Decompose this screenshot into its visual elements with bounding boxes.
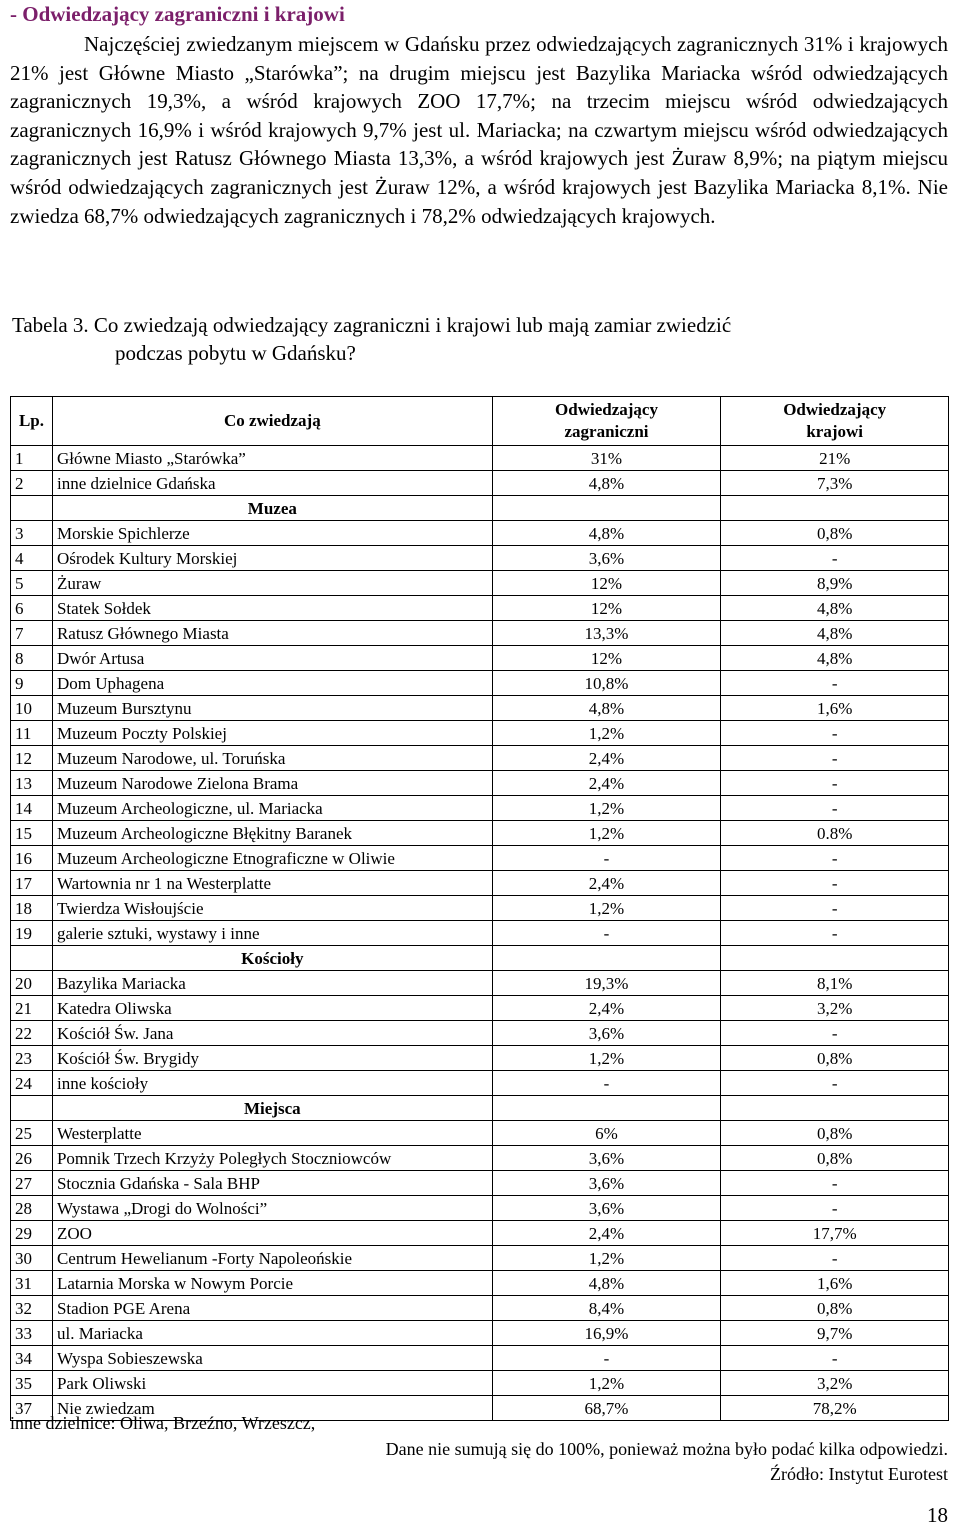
section-domestic-cell: [721, 946, 949, 971]
cell-name: Muzeum Bursztynu: [52, 696, 492, 721]
cell-foreign: 31%: [492, 446, 721, 471]
cell-name: inne kościoły: [52, 1071, 492, 1096]
cell-foreign: 19,3%: [492, 971, 721, 996]
cell-lp: 28: [11, 1196, 53, 1221]
cell-name: Latarnia Morska w Nowym Porcie: [52, 1271, 492, 1296]
cell-foreign: 1,2%: [492, 821, 721, 846]
cell-domestic: -: [721, 921, 949, 946]
cell-lp: 6: [11, 596, 53, 621]
cell-foreign: 16,9%: [492, 1321, 721, 1346]
cell-lp: 19: [11, 921, 53, 946]
table-row: [11, 971, 949, 996]
cell-domestic: 8,9%: [721, 571, 949, 596]
cell-domestic: 0,8%: [721, 1046, 949, 1071]
cell-name: Ratusz Głównego Miasta: [52, 621, 492, 646]
table-row: [11, 846, 949, 871]
cell-name: Bazylika Mariacka: [52, 971, 492, 996]
cell-domestic: -: [721, 1021, 949, 1046]
cell-name: Muzeum Poczty Polskiej: [52, 721, 492, 746]
cell-foreign: 4,8%: [492, 1271, 721, 1296]
table-row: [11, 871, 949, 896]
cell-name: Wyspa Sobieszewska: [52, 1346, 492, 1371]
cell-lp: 23: [11, 1046, 53, 1071]
cell-foreign: 1,2%: [492, 796, 721, 821]
table-row: [11, 1296, 949, 1321]
cell-domestic: 78,2%: [721, 1396, 949, 1421]
table-row: [11, 446, 949, 471]
cell-lp: 26: [11, 1146, 53, 1171]
header-lp: Lp.: [11, 397, 53, 446]
header-foreign: [492, 397, 721, 446]
cell-lp: 20: [11, 971, 53, 996]
cell-foreign: 68,7%: [492, 1396, 721, 1421]
cell-name: Kościół Św. Jana: [52, 1021, 492, 1046]
section-foreign-cell: [492, 496, 721, 521]
cell-name: Stocznia Gdańska - Sala BHP: [52, 1171, 492, 1196]
cell-lp: 27: [11, 1171, 53, 1196]
table-row: [11, 1121, 949, 1146]
table-row: [11, 1146, 949, 1171]
cell-foreign: 1,2%: [492, 1246, 721, 1271]
cell-domestic: -: [721, 721, 949, 746]
cell-name: Centrum Hewelianum -Forty Napoleońskie: [52, 1246, 492, 1271]
section-domestic-cell: [721, 1096, 949, 1121]
cell-lp: 24: [11, 1071, 53, 1096]
cell-foreign: 2,4%: [492, 746, 721, 771]
cell-name: Pomnik Trzech Krzyży Poległych Stoczniowców: [52, 1146, 492, 1171]
table-caption: [12, 311, 942, 367]
cell-name: Nie zwiedzam: [52, 1396, 492, 1421]
table-row: [11, 546, 949, 571]
table-row: [11, 821, 949, 846]
cell-name: Muzeum Archeologiczne Etnograficzne w Oliwie: [52, 846, 492, 871]
header-what: Co zwiedzają: [52, 397, 492, 446]
cell-foreign: 12%: [492, 596, 721, 621]
cell-domestic: 8,1%: [721, 971, 949, 996]
cell-lp: 7: [11, 621, 53, 646]
cell-lp: 33: [11, 1321, 53, 1346]
header-foreign-line1: Odwiedzający: [555, 400, 658, 419]
cell-domestic: 7,3%: [721, 471, 949, 496]
cell-lp: 32: [11, 1296, 53, 1321]
cell-name: Wystawa „Drogi do Wolności”: [52, 1196, 492, 1221]
sum-note: Dane nie sumują się do 100%, ponieważ można było podać kilka odpowiedzi.: [385, 1439, 948, 1459]
section-heading: - Odwiedzający zagraniczni i krajowi: [10, 2, 345, 26]
table-row: [11, 1071, 949, 1096]
cell-lp: 5: [11, 571, 53, 596]
table-row: [11, 596, 949, 621]
cell-name: Katedra Oliwska: [52, 996, 492, 1021]
cell-foreign: 8,4%: [492, 1296, 721, 1321]
cell-foreign: 2,4%: [492, 871, 721, 896]
cell-foreign: 1,2%: [492, 1046, 721, 1071]
table-row: [11, 696, 949, 721]
cell-lp: 22: [11, 1021, 53, 1046]
cell-foreign: 2,4%: [492, 996, 721, 1021]
header-domestic: [721, 397, 949, 446]
cell-lp: 34: [11, 1346, 53, 1371]
cell-name: Dwór Artusa: [52, 646, 492, 671]
section-lp-cell: [11, 946, 53, 971]
cell-domestic: -: [721, 671, 949, 696]
cell-lp: 11: [11, 721, 53, 746]
table-row: [11, 796, 949, 821]
table-header-row: [11, 397, 949, 446]
table-row: [11, 1271, 949, 1296]
cell-lp: 12: [11, 746, 53, 771]
cell-lp: 3: [11, 521, 53, 546]
cell-foreign: -: [492, 846, 721, 871]
table-row: [11, 896, 949, 921]
table-row: [11, 671, 949, 696]
cell-domestic: -: [721, 1346, 949, 1371]
cell-domestic: -: [721, 1246, 949, 1271]
cell-domestic: -: [721, 546, 949, 571]
section-foreign-cell: [492, 946, 721, 971]
table-row: [11, 1046, 949, 1071]
cell-name: Morskie Spichlerze: [52, 521, 492, 546]
cell-lp: 10: [11, 696, 53, 721]
cell-lp: 4: [11, 546, 53, 571]
cell-domestic: -: [721, 1196, 949, 1221]
cell-domestic: -: [721, 871, 949, 896]
cell-name: ul. Mariacka: [52, 1321, 492, 1346]
cell-lp: 21: [11, 996, 53, 1021]
cell-name: Park Oliwski: [52, 1371, 492, 1396]
table-row: [11, 771, 949, 796]
table-row: [11, 1221, 949, 1246]
cell-foreign: -: [492, 1071, 721, 1096]
cell-lp: 35: [11, 1371, 53, 1396]
table-row: [11, 471, 949, 496]
cell-foreign: 12%: [492, 571, 721, 596]
source-note: Źródło: Instytut Eurotest: [770, 1464, 948, 1484]
cell-foreign: 4,8%: [492, 696, 721, 721]
cell-foreign: 2,4%: [492, 771, 721, 796]
cell-name: Muzeum Archeologiczne Błękitny Baranek: [52, 821, 492, 846]
cell-lp: 15: [11, 821, 53, 846]
table-row: [11, 1196, 949, 1221]
table-row: [11, 996, 949, 1021]
table-row: [11, 721, 949, 746]
cell-domestic: -: [721, 746, 949, 771]
cell-name: Muzeum Narodowe, ul. Toruńska: [52, 746, 492, 771]
table-row: [11, 1371, 949, 1396]
cell-domestic: -: [721, 796, 949, 821]
cell-name: inne dzielnice Gdańska: [52, 471, 492, 496]
cell-domestic: -: [721, 771, 949, 796]
cell-name: Główne Miasto „Starówka”: [52, 446, 492, 471]
cell-lp: 8: [11, 646, 53, 671]
summary-paragraph-text: Najczęściej zwiedzanym miejscem w Gdańsku przez odwiedzających zagranicznych 31% i krajowych 21% jest Główne Miasto „Starówka”; na drugim miejscu jest Bazylika Mariacka wśród odwiedzających zagranicznych 19,3%, a wśród krajowych ZOO 17,7%; na trzecim miejscu wśród odwiedzających zagranicznych 16,9% i wśród krajowych 9,7% jest ul. Mariacka; na czwartym miejscu wśród odwiedzających zagranicznych jest Ratusz Głównego Miasta 13,3%, a wśród krajowych jest Żuraw 8,9%; na piątym miejscu wśród odwiedzających zagranicznych jest Żuraw 12%, a wśród krajowych jest Bazylika Mariacka 8,1%. Nie zwiedza 68,7% odwiedzających zagranicznych i 78,2% odwiedzających krajowych.: [10, 32, 948, 228]
section-row: [11, 496, 949, 521]
cell-foreign: 3,6%: [492, 546, 721, 571]
cell-foreign: 4,8%: [492, 471, 721, 496]
cell-lp: 16: [11, 846, 53, 871]
cell-lp: 2: [11, 471, 53, 496]
cell-lp: 17: [11, 871, 53, 896]
cell-lp: 30: [11, 1246, 53, 1271]
cell-lp: 9: [11, 671, 53, 696]
cell-name: Stadion PGE Arena: [52, 1296, 492, 1321]
table-row: [11, 1021, 949, 1046]
cell-lp: 18: [11, 896, 53, 921]
cell-foreign: 1,2%: [492, 1371, 721, 1396]
cell-name: Muzeum Narodowe Zielona Brama: [52, 771, 492, 796]
table-row: [11, 1321, 949, 1346]
cell-domestic: -: [721, 896, 949, 921]
cell-foreign: 6%: [492, 1121, 721, 1146]
cell-foreign: 3,6%: [492, 1021, 721, 1046]
section-row: [11, 946, 949, 971]
table-caption-line2: podczas pobytu w Gdańsku?: [115, 341, 356, 365]
cell-name: galerie sztuki, wystawy i inne: [52, 921, 492, 946]
header-foreign-line2: zagraniczni: [564, 422, 649, 441]
section-label: Miejsca: [52, 1096, 492, 1121]
cell-domestic: -: [721, 1171, 949, 1196]
cell-domestic: 4,8%: [721, 646, 949, 671]
cell-domestic: 0,8%: [721, 1121, 949, 1146]
header-domestic-line1: Odwiedzający: [783, 400, 887, 419]
section-lp-cell: [11, 496, 53, 521]
table-row: [11, 1246, 949, 1271]
visits-table: [10, 396, 949, 1421]
table-body: [11, 446, 949, 1421]
cell-foreign: 4,8%: [492, 521, 721, 546]
cell-foreign: 1,2%: [492, 721, 721, 746]
cell-name: Dom Uphagena: [52, 671, 492, 696]
cell-foreign: 1,2%: [492, 896, 721, 921]
cell-name: Muzeum Archeologiczne, ul. Mariacka: [52, 796, 492, 821]
cell-foreign: 3,6%: [492, 1196, 721, 1221]
cell-foreign: 13,3%: [492, 621, 721, 646]
cell-lp: 29: [11, 1221, 53, 1246]
districts-note: inne dzielnice: Oliwa, Brzeźno, Wrzeszcz,: [10, 1413, 316, 1433]
cell-lp: 14: [11, 796, 53, 821]
cell-lp: 31: [11, 1271, 53, 1296]
section-lp-cell: [11, 1096, 53, 1121]
cell-lp: 37: [11, 1396, 53, 1421]
table-row: [11, 621, 949, 646]
table-row: [11, 646, 949, 671]
cell-foreign: -: [492, 921, 721, 946]
section-label: Kościoły: [52, 946, 492, 971]
table-caption-line1: Tabela 3. Co zwiedzają odwiedzający zagraniczni i krajowi lub mają zamiar zwiedzić: [12, 313, 732, 337]
cell-name: Ośrodek Kultury Morskiej: [52, 546, 492, 571]
table-row: [11, 521, 949, 546]
cell-lp: 25: [11, 1121, 53, 1146]
cell-domestic: -: [721, 1071, 949, 1096]
cell-domestic: 0,8%: [721, 1146, 949, 1171]
cell-domestic: 4,8%: [721, 621, 949, 646]
cell-foreign: -: [492, 1346, 721, 1371]
section-row: [11, 1096, 949, 1121]
section-domestic-cell: [721, 496, 949, 521]
cell-foreign: 12%: [492, 646, 721, 671]
cell-domestic: 1,6%: [721, 1271, 949, 1296]
cell-name: Kościół Św. Brygidy: [52, 1046, 492, 1071]
cell-foreign: 3,6%: [492, 1171, 721, 1196]
page-number: 18: [927, 1503, 948, 1527]
cell-foreign: 10,8%: [492, 671, 721, 696]
cell-name: Wartownia nr 1 na Westerplatte: [52, 871, 492, 896]
cell-name: Żuraw: [52, 571, 492, 596]
cell-domestic: 9,7%: [721, 1321, 949, 1346]
cell-name: Twierdza Wisłoujście: [52, 896, 492, 921]
footnotes: [386, 1437, 948, 1487]
cell-name: Statek Sołdek: [52, 596, 492, 621]
header-domestic-line2: krajowi: [806, 422, 863, 441]
cell-foreign: 2,4%: [492, 1221, 721, 1246]
cell-domestic: 0,8%: [721, 1296, 949, 1321]
cell-domestic: 4,8%: [721, 596, 949, 621]
cell-domestic: 21%: [721, 446, 949, 471]
cell-domestic: 3,2%: [721, 996, 949, 1021]
cell-domestic: 1,6%: [721, 696, 949, 721]
summary-paragraph: [10, 30, 948, 230]
table-row: [11, 571, 949, 596]
cell-lp: 1: [11, 446, 53, 471]
cell-name: Westerplatte: [52, 1121, 492, 1146]
table-row: [11, 1171, 949, 1196]
table-row: [11, 746, 949, 771]
cell-domestic: 17,7%: [721, 1221, 949, 1246]
cell-lp: 13: [11, 771, 53, 796]
section-label: Muzea: [52, 496, 492, 521]
cell-name: ZOO: [52, 1221, 492, 1246]
cell-domestic: 3,2%: [721, 1371, 949, 1396]
cell-domestic: 0,8%: [721, 521, 949, 546]
section-foreign-cell: [492, 1096, 721, 1121]
table-row: [11, 921, 949, 946]
cell-domestic: -: [721, 846, 949, 871]
cell-foreign: 3,6%: [492, 1146, 721, 1171]
cell-domestic: 0.8%: [721, 821, 949, 846]
table-row: [11, 1346, 949, 1371]
